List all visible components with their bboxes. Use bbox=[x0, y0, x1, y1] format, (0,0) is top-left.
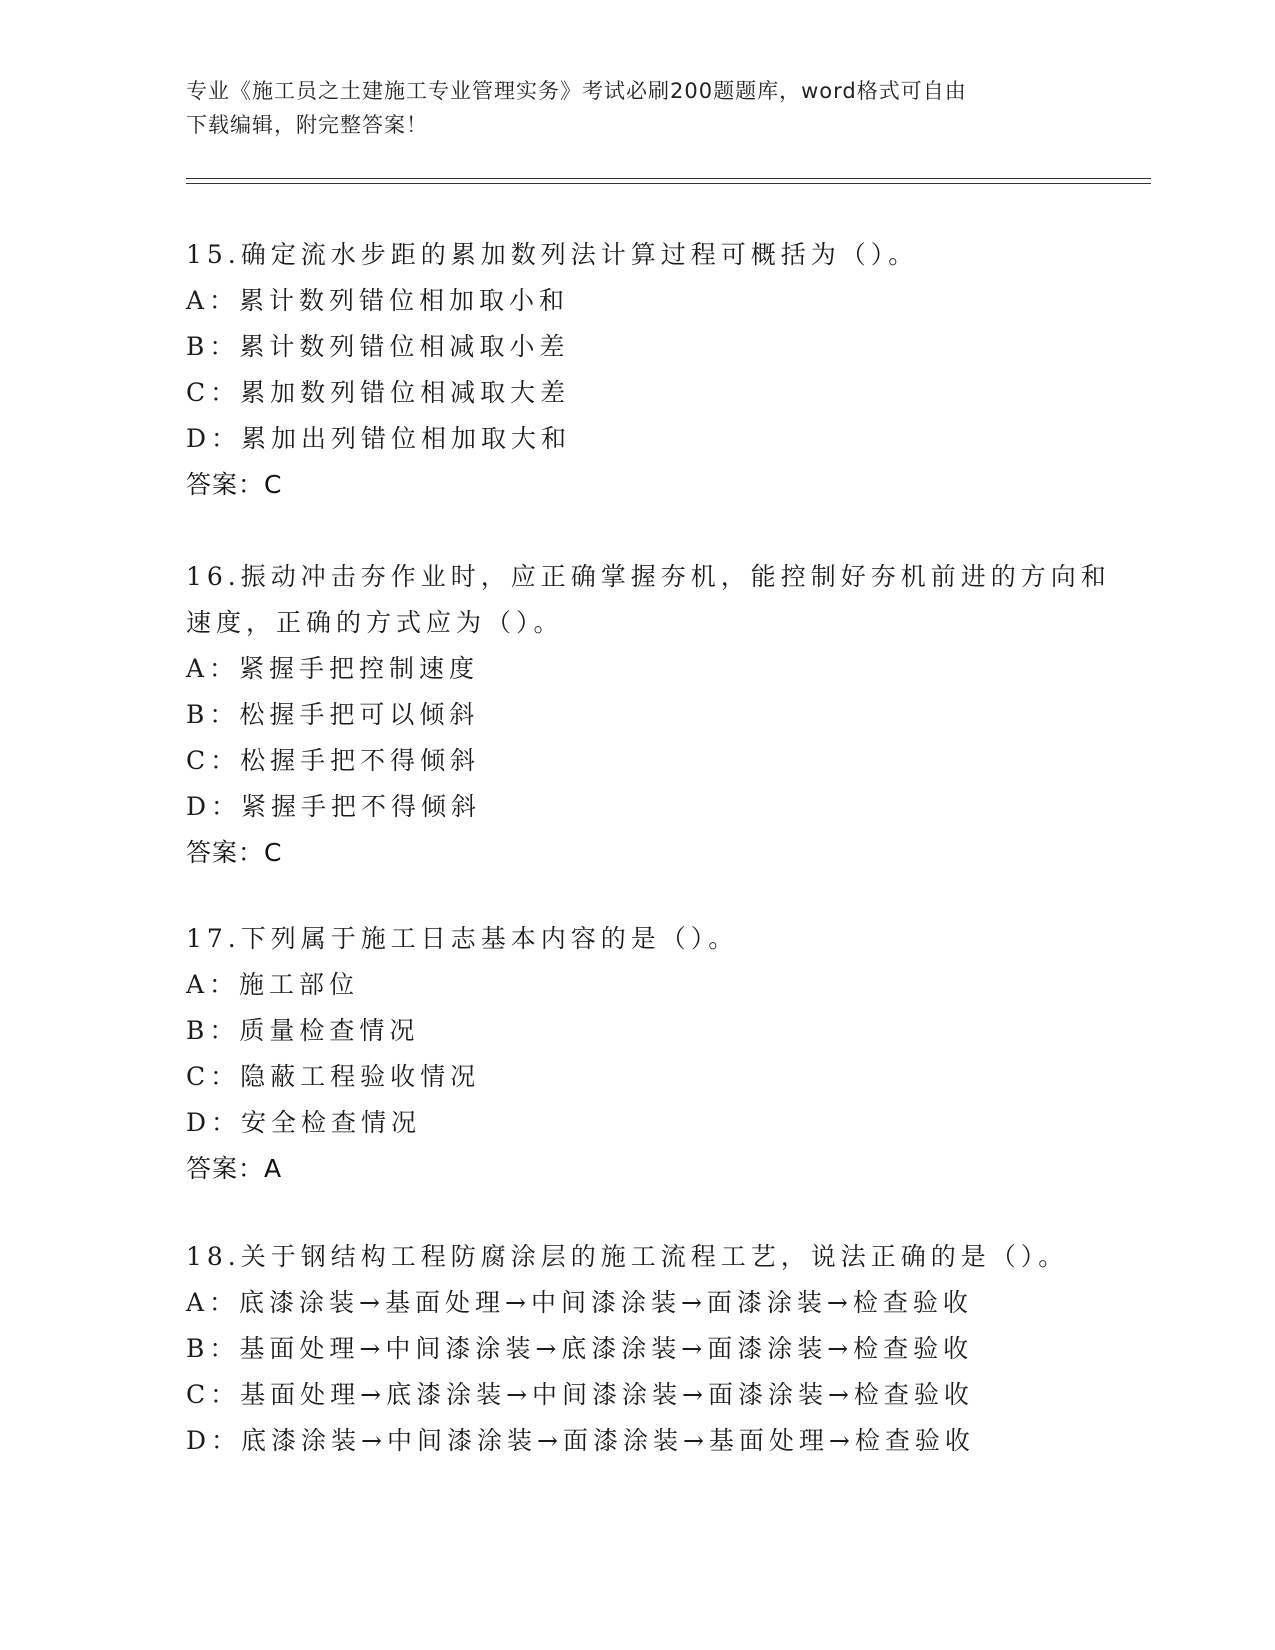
option-b: B：质量检查情况 bbox=[186, 1016, 420, 1045]
question-18 bbox=[186, 1234, 1086, 1464]
document-header bbox=[186, 74, 1086, 142]
header-divider-thin bbox=[186, 178, 1151, 179]
answer: 答案：A bbox=[186, 1154, 283, 1183]
question-text-line-1: 16.振动冲击夯作业时，应正确掌握夯机，能控制好夯机前进的方向和 bbox=[186, 562, 1111, 591]
option-c: C：松握手把不得倾斜 bbox=[186, 746, 481, 775]
header-divider-thick bbox=[186, 183, 1151, 184]
option-a: A：紧握手把控制速度 bbox=[186, 654, 480, 683]
question-text: 18.关于钢结构工程防腐涂层的施工流程工艺，说法正确的是（）。 bbox=[186, 1242, 1069, 1271]
option-d: D：累加出列错位相加取大和 bbox=[186, 424, 572, 453]
option-a: A：施工部位 bbox=[186, 970, 360, 999]
option-d: D：安全检查情况 bbox=[186, 1108, 422, 1137]
question-15 bbox=[186, 232, 1086, 508]
option-b: B：累计数列错位相减取小差 bbox=[186, 332, 570, 361]
option-c: C：累加数列错位相减取大差 bbox=[186, 378, 571, 407]
option-a: A：累计数列错位相加取小和 bbox=[186, 286, 570, 315]
option-b: B：松握手把可以倾斜 bbox=[186, 700, 480, 729]
question-16 bbox=[186, 554, 1111, 876]
option-a: A：底漆涂装→基面处理→中间漆涂装→面漆涂装→检查验收 bbox=[186, 1288, 973, 1317]
header-line-2: 下载编辑，附完整答案！ bbox=[186, 113, 428, 137]
question-17 bbox=[186, 916, 1086, 1192]
answer: 答案：C bbox=[186, 470, 283, 499]
answer: 答案：C bbox=[186, 838, 283, 867]
option-b: B：基面处理→中间漆涂装→底漆涂装→面漆涂装→检查验收 bbox=[186, 1334, 974, 1363]
question-text-line-2: 速度，正确的方式应为（）。 bbox=[186, 608, 564, 637]
header-line-1: 专业《施工员之土建施工专业管理实务》考试必刷200题题库，word格式可自由 bbox=[186, 79, 967, 103]
option-c: C：基面处理→底漆涂装→中间漆涂装→面漆涂装→检查验收 bbox=[186, 1380, 974, 1409]
question-text: 17.下列属于施工日志基本内容的是（）。 bbox=[186, 924, 739, 953]
option-c: C：隐蔽工程验收情况 bbox=[186, 1062, 481, 1091]
option-d: D：底漆涂装→中间漆涂装→面漆涂装→基面处理→检查验收 bbox=[186, 1426, 975, 1455]
option-d: D：紧握手把不得倾斜 bbox=[186, 792, 482, 821]
question-text: 15.确定流水步距的累加数列法计算过程可概括为（）。 bbox=[186, 240, 919, 269]
